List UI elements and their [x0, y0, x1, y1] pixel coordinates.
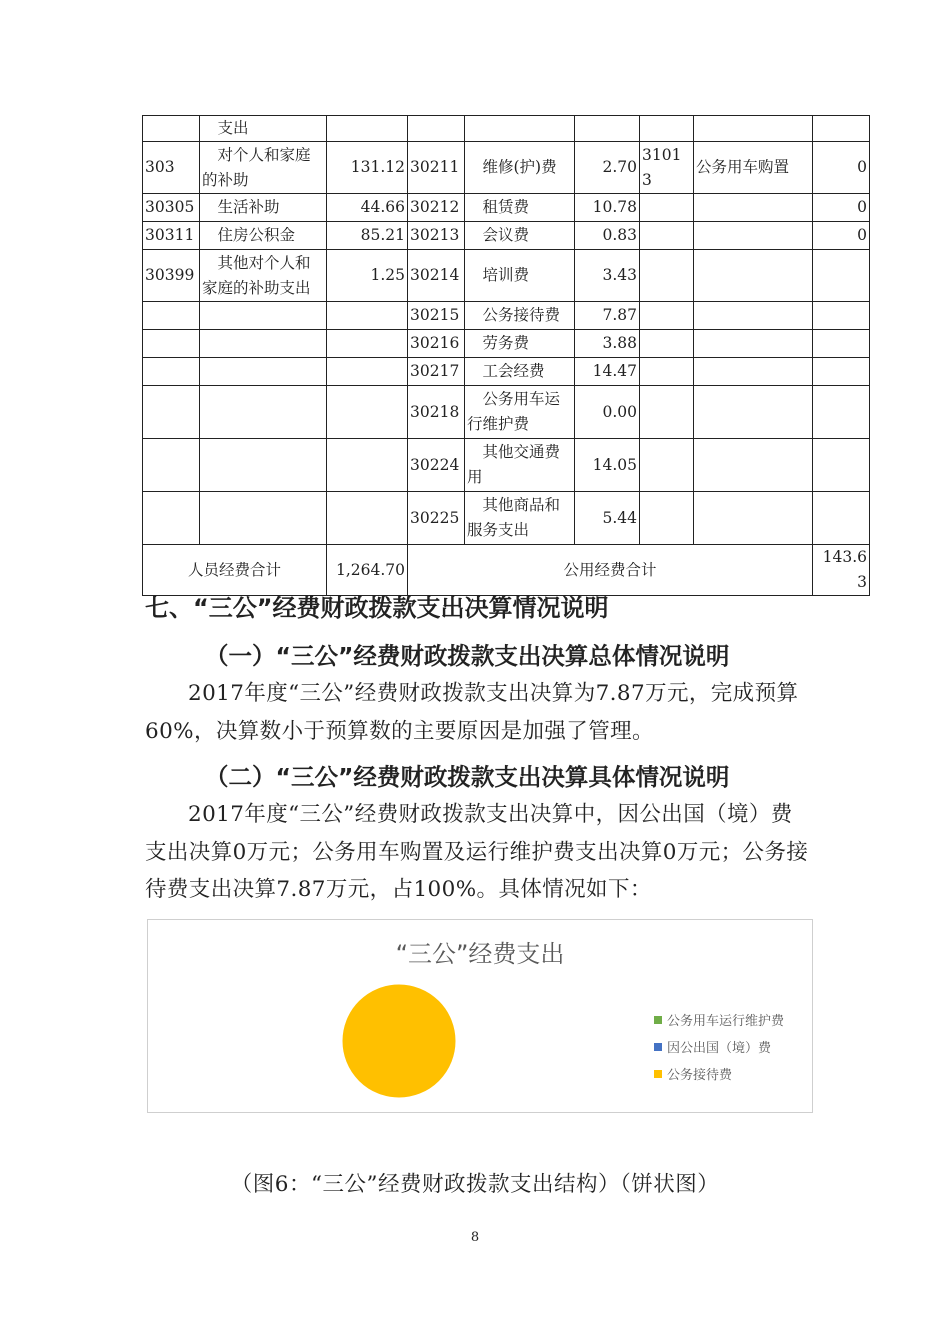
- cell-amount3: [813, 302, 870, 330]
- cell-amount3: 0: [813, 194, 870, 222]
- cell-name3: [694, 302, 813, 330]
- cell-amount: [327, 439, 408, 492]
- cell-code: 30399: [143, 250, 200, 302]
- cell-name: [200, 492, 327, 545]
- cell-name2: 公务用车运行维护费: [465, 386, 575, 439]
- cell-code2: 30216: [408, 330, 465, 358]
- cell-name2: 工会经费: [465, 358, 575, 386]
- cell-name: 住房公积金: [200, 222, 327, 250]
- cell-amount: 44.66: [327, 194, 408, 222]
- cell-code3: [640, 194, 694, 222]
- cell-name2: 培训费: [465, 250, 575, 302]
- cell-amount: [327, 302, 408, 330]
- cell-code: [143, 116, 200, 142]
- cell-name3: [694, 386, 813, 439]
- legend-swatch: [654, 1043, 662, 1051]
- legend-item: [654, 1060, 784, 1087]
- legend-swatch: [654, 1016, 662, 1024]
- legend-label: 因公出国（境）费: [667, 1041, 772, 1056]
- cell-name: [200, 330, 327, 358]
- cell-code2: 30217: [408, 358, 465, 386]
- cell-name3: [694, 222, 813, 250]
- cell-amount3: [813, 439, 870, 492]
- cell-code: [143, 386, 200, 439]
- paragraph-overall: 2017年度“三公”经费财政拨款支出决算为7.87万元，完成预算60%，决算数小于预算数的主要原因是加强了管理。: [145, 681, 799, 744]
- cell-code: [143, 358, 200, 386]
- cell-code2: 30211: [408, 142, 465, 194]
- cell-name3: [694, 116, 813, 142]
- cell-amount2: 3.43: [575, 250, 640, 302]
- cell-amount3: 0: [813, 142, 870, 194]
- table-row: [143, 194, 870, 222]
- cell-amount2: 0.00: [575, 386, 640, 439]
- cell-name3: [694, 194, 813, 222]
- cell-name3: [694, 330, 813, 358]
- cell-code2: 30215: [408, 302, 465, 330]
- cell-code: [143, 492, 200, 545]
- cell-name: [200, 386, 327, 439]
- cell-name3: [694, 250, 813, 302]
- personnel-total-label: 人员经费合计: [143, 545, 327, 596]
- figure-caption: （图6：“三公”经费财政拨款支出结构）（饼状图）: [230, 1172, 720, 1197]
- cell-amount2: 0.83: [575, 222, 640, 250]
- cell-code3: [640, 330, 694, 358]
- cell-amount2: 10.78: [575, 194, 640, 222]
- cell-code: 30311: [143, 222, 200, 250]
- pie-chart: [147, 919, 813, 1113]
- table-row: [143, 492, 870, 545]
- expenditure-table: [142, 115, 870, 596]
- cell-code2: 30224: [408, 439, 465, 492]
- table-row: [143, 386, 870, 439]
- cell-name: [200, 439, 327, 492]
- cell-amount: [327, 330, 408, 358]
- legend-swatch: [654, 1070, 662, 1078]
- pie-slice: [342, 984, 456, 1098]
- legend-item: [654, 1033, 784, 1060]
- cell-code3: [640, 222, 694, 250]
- subsection-title-overall: （一）“三公”经费财政拨款支出决算总体情况说明: [205, 642, 730, 670]
- cell-amount3: 0: [813, 222, 870, 250]
- cell-code2: 30213: [408, 222, 465, 250]
- table-row: [143, 330, 870, 358]
- cell-code: 303: [143, 142, 200, 194]
- cell-code2: 30212: [408, 194, 465, 222]
- cell-code2: 30218: [408, 386, 465, 439]
- cell-name: 生活补助: [200, 194, 327, 222]
- cell-name: 其他对个人和家庭的补助支出: [200, 250, 327, 302]
- cell-code3: [640, 302, 694, 330]
- cell-name3: [694, 439, 813, 492]
- cell-name3: 公务用车购置: [694, 142, 813, 194]
- cell-code3: [640, 116, 694, 142]
- cell-amount2: 14.47: [575, 358, 640, 386]
- table-row: [143, 358, 870, 386]
- personnel-total-value: 1,264.70: [327, 545, 408, 596]
- cell-name2: 其他交通费用: [465, 439, 575, 492]
- page-number: 8: [470, 1230, 480, 1245]
- cell-code3: [640, 386, 694, 439]
- cell-code: 30305: [143, 194, 200, 222]
- cell-amount: 1.25: [327, 250, 408, 302]
- cell-amount: [327, 386, 408, 439]
- section-title: 七、“三公”经费财政拨款支出决算情况说明: [145, 594, 609, 622]
- cell-code: [143, 302, 200, 330]
- cell-name: 支出: [200, 116, 327, 142]
- cell-code2: [408, 116, 465, 142]
- cell-code3: [640, 358, 694, 386]
- public-total-value: 143.63: [813, 545, 870, 596]
- cell-amount: [327, 358, 408, 386]
- cell-amount2: 3.88: [575, 330, 640, 358]
- cell-amount: [327, 492, 408, 545]
- cell-name2: 会议费: [465, 222, 575, 250]
- paragraph-detail: 2017年度“三公”经费财政拨款支出决算中，因公出国（境）费支出决算0万元；公务用车购置及运行维护费支出决算0万元；公务接待费支出决算7.87万元，占100%。具体情况如下：: [145, 802, 809, 902]
- cell-code3: [640, 492, 694, 545]
- cell-amount2: 2.70: [575, 142, 640, 194]
- cell-code: [143, 330, 200, 358]
- cell-code3: [640, 250, 694, 302]
- cell-amount2: 7.87: [575, 302, 640, 330]
- table-row: [143, 222, 870, 250]
- cell-name2: [465, 116, 575, 142]
- cell-name: [200, 302, 327, 330]
- cell-name2: 劳务费: [465, 330, 575, 358]
- table-row: [143, 250, 870, 302]
- cell-code: [143, 439, 200, 492]
- cell-amount3: [813, 492, 870, 545]
- subsection-title-detail: （二）“三公”经费财政拨款支出决算具体情况说明: [205, 763, 730, 791]
- cell-amount2: [575, 116, 640, 142]
- table-row: [143, 302, 870, 330]
- cell-code3: 31013: [640, 142, 694, 194]
- legend-label: 公务用车运行维护费: [667, 1014, 785, 1029]
- table-row: [143, 439, 870, 492]
- cell-amount3: [813, 250, 870, 302]
- cell-name2: 公务接待费: [465, 302, 575, 330]
- cell-code2: 30214: [408, 250, 465, 302]
- public-total-label: 公用经费合计: [408, 545, 813, 596]
- cell-name3: [694, 492, 813, 545]
- cell-amount3: [813, 116, 870, 142]
- cell-name3: [694, 358, 813, 386]
- cell-name: [200, 358, 327, 386]
- cell-code2: 30225: [408, 492, 465, 545]
- legend-item: [654, 1006, 784, 1033]
- legend-label: 公务接待费: [667, 1068, 733, 1083]
- cell-name2: 租赁费: [465, 194, 575, 222]
- cell-amount3: [813, 358, 870, 386]
- cell-amount3: [813, 330, 870, 358]
- cell-amount2: 5.44: [575, 492, 640, 545]
- cell-code3: [640, 439, 694, 492]
- table-row: [143, 116, 870, 142]
- cell-amount2: 14.05: [575, 439, 640, 492]
- cell-name2: 维修(护)费: [465, 142, 575, 194]
- cell-amount: 85.21: [327, 222, 408, 250]
- cell-name: 对个人和家庭的补助: [200, 142, 327, 194]
- chart-legend: [654, 1006, 784, 1087]
- cell-amount: 131.12: [327, 142, 408, 194]
- chart-title: “三公”经费支出: [395, 940, 565, 968]
- cell-amount: [327, 116, 408, 142]
- cell-amount3: [813, 386, 870, 439]
- cell-name2: 其他商品和服务支出: [465, 492, 575, 545]
- table-row: [143, 142, 870, 194]
